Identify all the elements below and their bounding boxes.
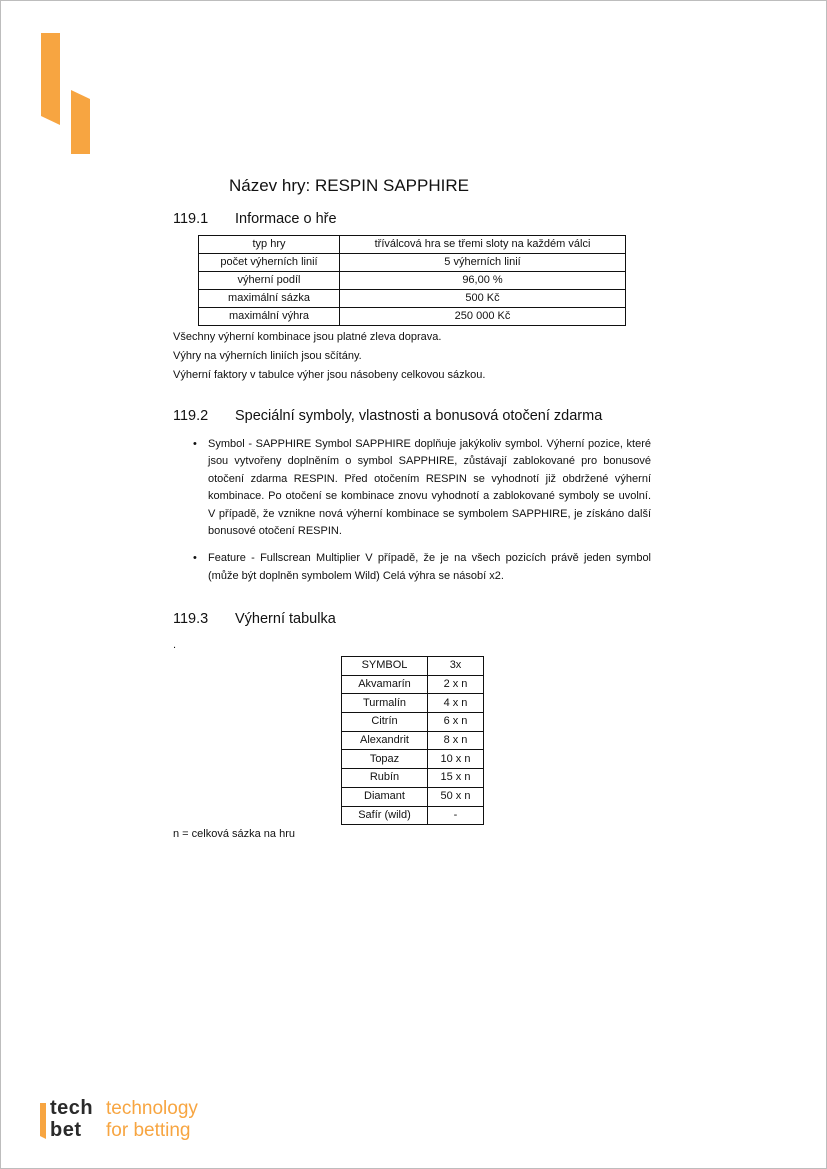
bullet-icon: • [193, 438, 197, 450]
info-key: maximální sázka [199, 290, 340, 308]
note-line: Všechny výherní kombinace jsou platné zleva doprava. [173, 331, 442, 343]
section-heading-119-1 [173, 211, 337, 227]
symbol-name: Topaz [342, 750, 428, 769]
info-value: 5 výherních linií [340, 254, 626, 272]
table-row [342, 787, 484, 806]
info-value: tříválcová hra se třemi sloty na každém válci [340, 236, 626, 254]
multiplier: 15 x n [428, 769, 484, 788]
table-row [199, 290, 626, 308]
list-item-text: Feature - Fullscrean Multiplier V případě, že je na všech pozicích právě jeden symbol (může být doplněn symbolem Wild) Celá výhra se násobí x2. [208, 552, 651, 582]
section-title: Výherní tabulka [235, 611, 336, 627]
section-title: Informace o hře [235, 211, 337, 227]
section-heading-119-3 [173, 611, 336, 627]
info-key: typ hry [199, 236, 340, 254]
table-row [342, 769, 484, 788]
table-row [199, 254, 626, 272]
brand-bar-icon [40, 1103, 46, 1139]
symbol-name: Akvamarín [342, 675, 428, 694]
list-item-text: Symbol - SAPPHIRE Symbol SAPPHIRE doplňuje jakýkoliv symbol. Výherní pozice, které jsou vytvořeny doplněním o symbol SAPPHIRE, zůstávají zablokované pro bonusové otočení zdarma RESPIN. Před otočením RESPIN se vyhodnotí již obdržené výherní kombinace. Po otočení se kombinace znovu vyhodnotí a zablokované symboly se uvolní. V případě, že vznikne nová výherní kombinace se symbolem SAPPHIRE, je získáno další bonusové otočení RESPIN. [208, 438, 651, 538]
table-row [342, 713, 484, 732]
footnote: n = celková sázka na hru [173, 828, 295, 840]
section-number: 119.3 [173, 611, 209, 627]
multiplier: 4 x n [428, 694, 484, 713]
game-info-table [198, 235, 626, 326]
symbol-name: Citrín [342, 713, 428, 732]
symbol-name: Diamant [342, 787, 428, 806]
symbol-name: Safír (wild) [342, 806, 428, 825]
brand-tagline-line1: technology [106, 1098, 198, 1119]
stray-dot: . [173, 639, 177, 651]
table-row [342, 750, 484, 769]
table-header-row [342, 657, 484, 676]
list-item [190, 550, 651, 585]
brand-tagline-line2: for betting [106, 1120, 191, 1141]
multiplier: 2 x n [428, 675, 484, 694]
multiplier: 8 x n [428, 731, 484, 750]
note-line: Výherní faktory v tabulce výher jsou násobeny celkovou sázkou. [173, 369, 486, 381]
symbol-name: Rubín [342, 769, 428, 788]
multiplier: - [428, 806, 484, 825]
symbol-name: Turmalín [342, 694, 428, 713]
brand-word-bet: bet [50, 1119, 82, 1141]
info-value: 500 Kč [340, 290, 626, 308]
multiplier: 6 x n [428, 713, 484, 732]
table-row [342, 731, 484, 750]
table-row [342, 806, 484, 825]
info-key: počet výherních linií [199, 254, 340, 272]
symbol-name: Alexandrit [342, 731, 428, 750]
info-value: 250 000 Kč [340, 308, 626, 326]
multiplier: 10 x n [428, 750, 484, 769]
column-header: 3x [428, 657, 484, 676]
multiplier: 50 x n [428, 787, 484, 806]
section-heading-119-2 [173, 408, 602, 424]
table-row [342, 694, 484, 713]
section-title: Speciální symboly, vlastnosti a bonusová otočení zdarma [235, 408, 603, 424]
bullet-icon: • [193, 552, 197, 565]
table-row [199, 308, 626, 326]
paytable [341, 656, 484, 825]
info-value: 96,00 % [340, 272, 626, 290]
list-item [190, 436, 651, 540]
section-number: 119.1 [173, 211, 209, 227]
document-title: Název hry: RESPIN SAPPHIRE [229, 176, 469, 195]
info-key: výherní podíl [199, 272, 340, 290]
section-number: 119.2 [173, 408, 209, 424]
note-line: Výhry na výherních liniích jsou sčítány. [173, 350, 362, 362]
brand-word-tech: tech [50, 1097, 94, 1119]
table-row [199, 272, 626, 290]
brand-logo-mark-icon [40, 33, 92, 155]
column-header: SYMBOL [342, 657, 428, 676]
table-row [199, 236, 626, 254]
table-row [342, 675, 484, 694]
info-key: maximální výhra [199, 308, 340, 326]
feature-list [190, 436, 651, 595]
